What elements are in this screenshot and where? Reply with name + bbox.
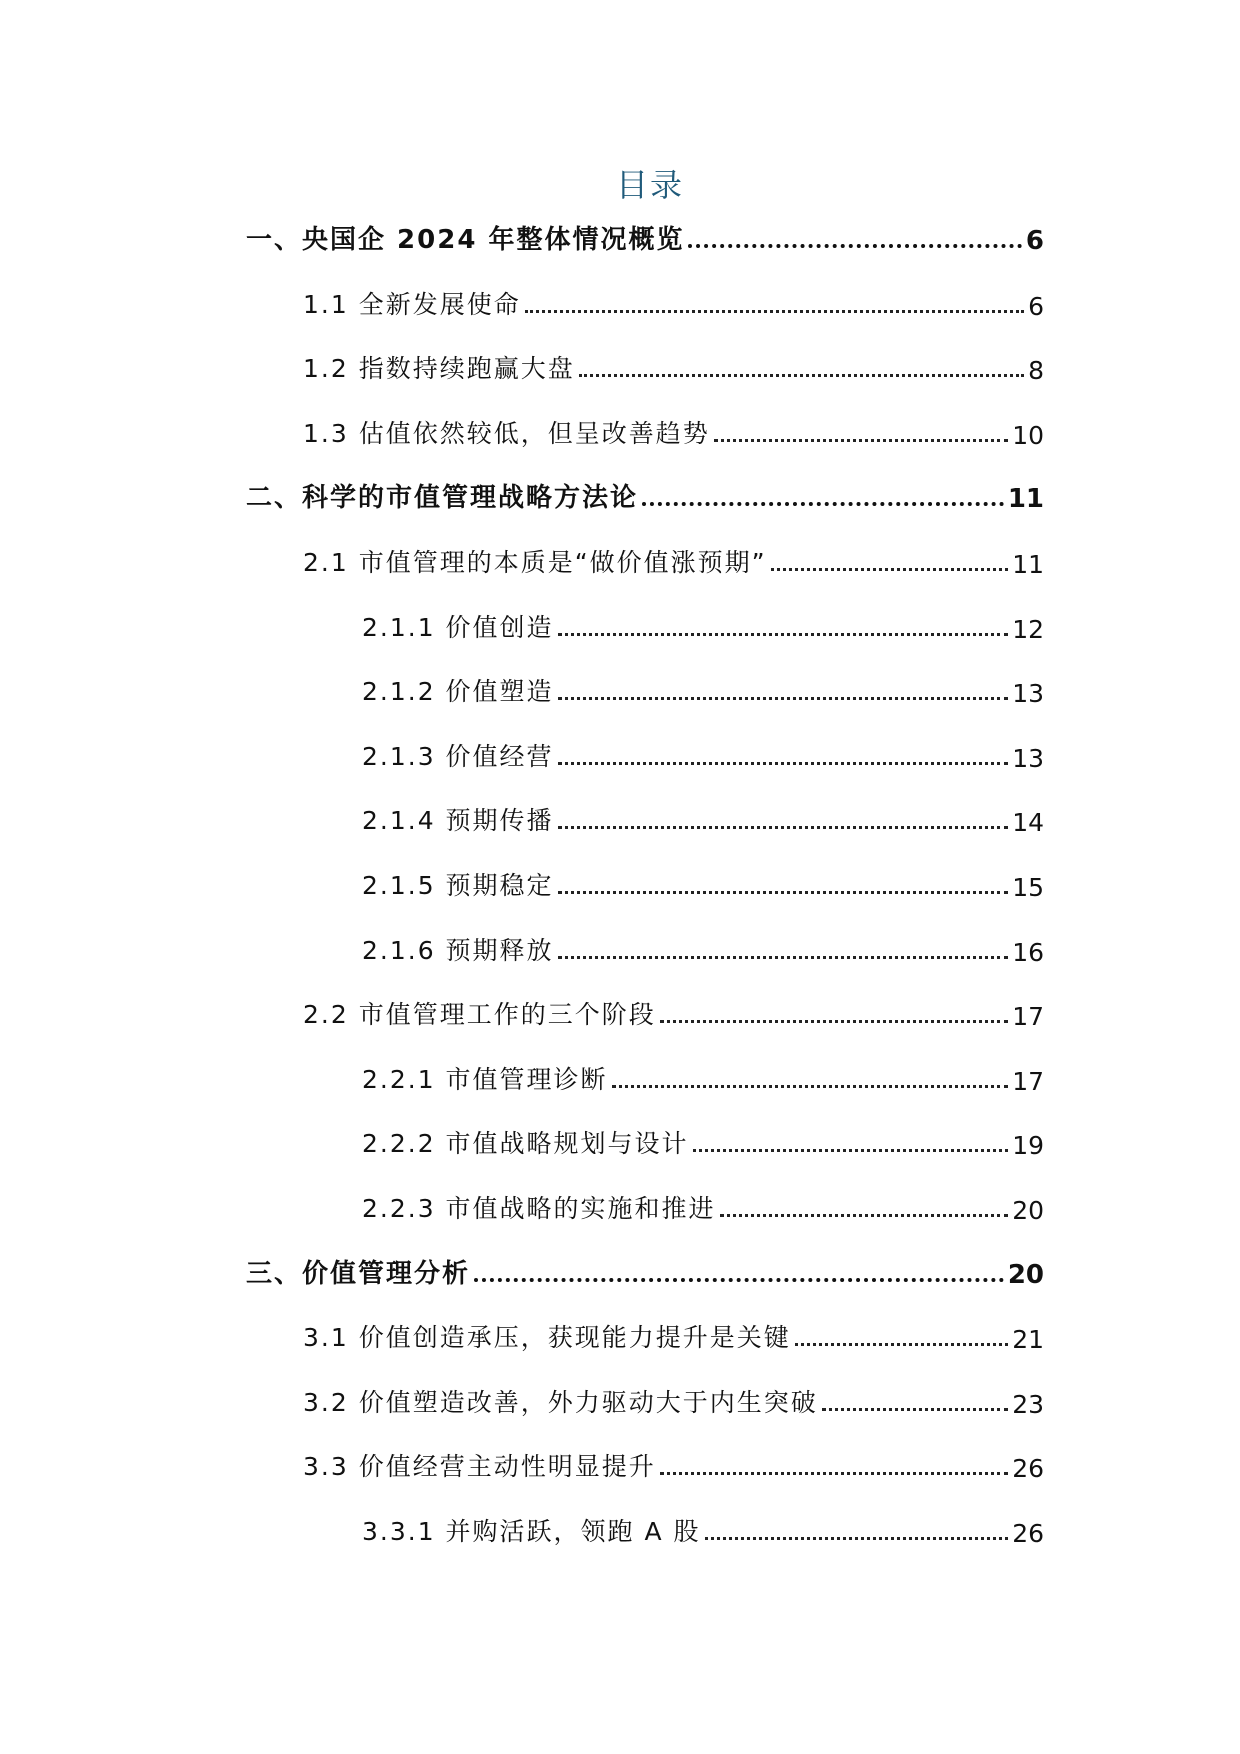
toc-entry-level-2[interactable]: [0, 345, 1240, 410]
toc-entry-title: 2.1.2 价值塑造: [362, 677, 554, 707]
toc-entry-line: [246, 216, 1044, 256]
toc-entry-line: [362, 604, 1044, 644]
dot-leader: [688, 244, 1021, 248]
toc-page-number: 26: [1012, 1454, 1044, 1484]
toc-page-number: 15: [1012, 872, 1044, 902]
toc-entry-title: 二、科学的市值管理战略方法论: [246, 483, 639, 514]
toc-entry-level-2[interactable]: [0, 1443, 1240, 1508]
toc-entry-line: [303, 345, 1044, 385]
dot-leader: [558, 826, 1009, 829]
toc-entry-level-3[interactable]: [0, 1120, 1240, 1185]
toc-entry-title: 1.3 估值依然较低，但呈改善趋势: [303, 418, 710, 448]
toc-entry-line: [303, 410, 1044, 450]
toc-entry-level-3[interactable]: [0, 862, 1240, 927]
toc-entry-line: [362, 862, 1044, 902]
toc-entry-line: [362, 1185, 1044, 1225]
toc-entry-line: [303, 1314, 1044, 1354]
toc-entry-title: 2.1.1 价值创造: [362, 612, 554, 642]
toc-entry-level-3[interactable]: [0, 797, 1240, 862]
dot-leader: [558, 633, 1009, 636]
toc-entry-line: [362, 668, 1044, 708]
toc-entry-line: [303, 539, 1044, 579]
toc-entry-level-3[interactable]: [0, 1056, 1240, 1121]
dot-leader: [558, 891, 1009, 894]
toc-page-number: 26: [1012, 1518, 1044, 1548]
toc-entry-title: 2.1.5 预期稳定: [362, 870, 554, 900]
toc-entry-title: 2.1 市值管理的本质是“做价值涨预期”: [303, 547, 767, 577]
toc-page-number: 13: [1012, 743, 1044, 773]
toc-page-number: 8: [1028, 356, 1044, 386]
toc-entry-title: 3.1 价值创造承压，获现能力提升是关键: [303, 1323, 791, 1353]
dot-leader: [579, 374, 1024, 377]
toc-page-number: 20: [1012, 1195, 1044, 1225]
toc-entry-title: 2.1.4 预期传播: [362, 806, 554, 836]
toc-page-number: 20: [1007, 1259, 1044, 1290]
toc-entry-title: 1.2 指数持续跑赢大盘: [303, 354, 575, 384]
toc-page-number: 16: [1012, 937, 1044, 967]
toc-page-number: 6: [1025, 226, 1044, 256]
toc-entry-title: 2.1.3 价值经营: [362, 741, 554, 771]
toc-entry-title: 2.2.3 市值战略的实施和推进: [362, 1193, 716, 1223]
toc-entry-line: [362, 797, 1044, 837]
dot-leader: [642, 502, 1004, 506]
toc-entry-line: [303, 1443, 1044, 1483]
table-of-contents: [0, 216, 1240, 1572]
toc-entry-title: 3.3 价值经营主动性明显提升: [303, 1452, 656, 1482]
toc-page-number: 10: [1012, 420, 1044, 450]
toc-page-number: 23: [1012, 1389, 1044, 1419]
toc-page-number: 12: [1012, 614, 1044, 644]
toc-entry-title: 1.1 全新发展使命: [303, 289, 521, 319]
toc-entry-level-2[interactable]: [0, 539, 1240, 604]
toc-page-number: 13: [1012, 679, 1044, 709]
page-title: 目录: [615, 166, 684, 204]
toc-entry-level-3[interactable]: [0, 927, 1240, 992]
dot-leader: [822, 1408, 1008, 1411]
toc-entry-title: 2.2.1 市值管理诊断: [362, 1064, 608, 1094]
toc-entry-level-2[interactable]: [0, 991, 1240, 1056]
toc-entry-line: [362, 1056, 1044, 1096]
toc-entry-line: [303, 281, 1044, 321]
dot-leader: [720, 1214, 1009, 1217]
toc-entry-line: [362, 927, 1044, 967]
toc-entry-title: 2.1.6 预期释放: [362, 935, 554, 965]
toc-entry-title: 3.2 价值塑造改善，外力驱动大于内生突破: [303, 1387, 818, 1417]
toc-entry-line: [246, 474, 1044, 514]
toc-entry-line: [303, 991, 1044, 1031]
dot-leader: [558, 956, 1009, 959]
dot-leader: [693, 1149, 1009, 1152]
toc-entry-title: 2.2.2 市值战略规划与设计: [362, 1129, 689, 1159]
toc-entry-level-3[interactable]: [0, 1508, 1240, 1573]
toc-entry-line: [362, 1508, 1044, 1548]
toc-entry-level-2[interactable]: [0, 410, 1240, 475]
dot-leader: [525, 310, 1024, 313]
toc-page-number: 19: [1012, 1131, 1044, 1161]
dot-leader: [558, 697, 1009, 700]
dot-leader: [795, 1343, 1008, 1346]
toc-entry-level-2[interactable]: [0, 1379, 1240, 1444]
dot-leader: [660, 1020, 1008, 1023]
toc-entry-line: [362, 733, 1044, 773]
dot-leader: [705, 1537, 1009, 1540]
dot-leader: [771, 568, 1009, 571]
toc-page-number: 17: [1012, 1066, 1044, 1096]
toc-page-number: 14: [1012, 808, 1044, 838]
dot-leader: [714, 439, 1008, 442]
toc-page-number: 11: [1012, 549, 1044, 579]
toc-entry-level-1[interactable]: [0, 1250, 1240, 1315]
toc-entry-level-3[interactable]: [0, 1185, 1240, 1250]
toc-entry-line: [303, 1379, 1044, 1419]
toc-entry-level-1[interactable]: [0, 216, 1240, 281]
toc-entry-title: 3.3.1 并购活跃，领跑 A 股: [362, 1516, 701, 1546]
toc-entry-title: 一、央国企 2024 年整体情况概览: [246, 225, 685, 255]
dot-leader: [474, 1278, 1004, 1282]
dot-leader: [558, 762, 1009, 765]
toc-entry-line: [362, 1120, 1044, 1160]
dot-leader: [612, 1085, 1009, 1088]
toc-page-number: 11: [1007, 484, 1044, 515]
toc-entry-level-2[interactable]: [0, 1314, 1240, 1379]
toc-entry-title: 2.2 市值管理工作的三个阶段: [303, 1000, 656, 1030]
toc-entry-level-1[interactable]: [0, 474, 1240, 539]
toc-entry-level-3[interactable]: [0, 733, 1240, 798]
toc-page-number: 17: [1012, 1002, 1044, 1032]
toc-entry-title: 三、价值管理分析: [246, 1258, 471, 1289]
toc-page-number: 6: [1028, 291, 1044, 321]
toc-entry-line: [246, 1250, 1044, 1290]
toc-page-number: 21: [1012, 1325, 1044, 1355]
dot-leader: [660, 1472, 1008, 1475]
toc-entry-level-3[interactable]: [0, 604, 1240, 669]
toc-entry-level-2[interactable]: [0, 281, 1240, 346]
toc-entry-level-3[interactable]: [0, 668, 1240, 733]
